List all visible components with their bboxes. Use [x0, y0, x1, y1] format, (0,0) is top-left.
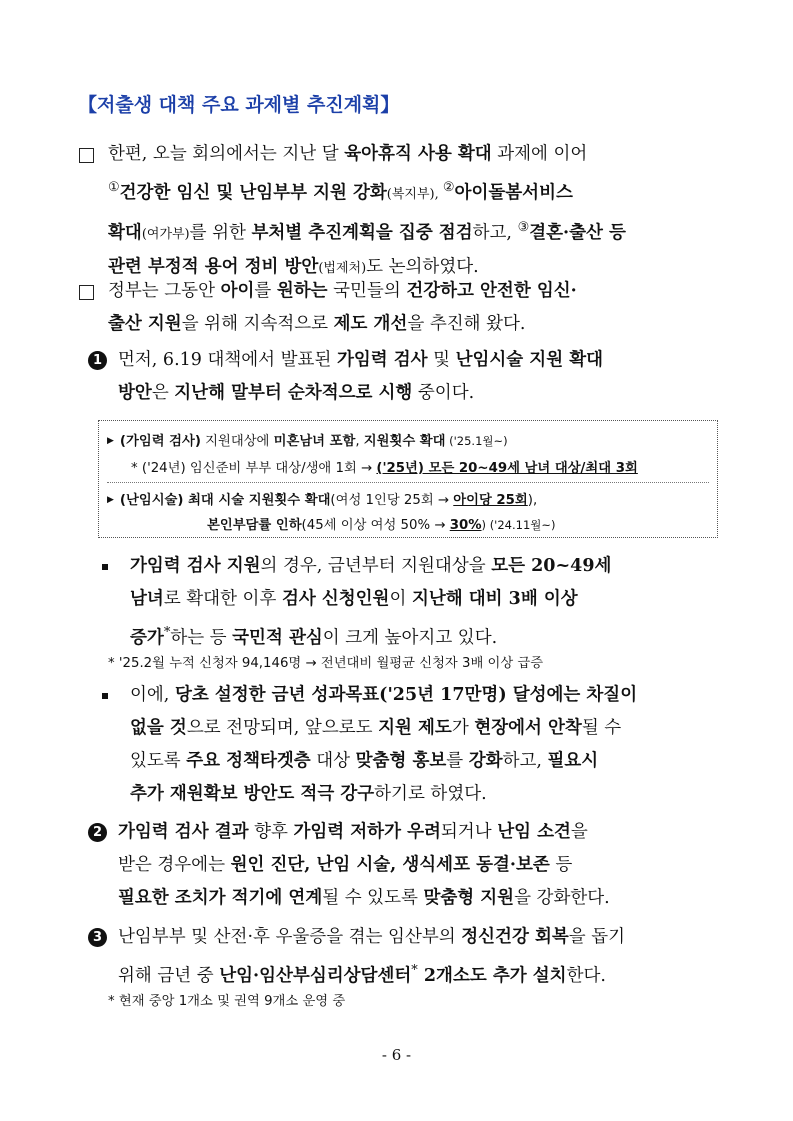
text: 등 — [549, 855, 573, 875]
emphasis: 국민적 관심 — [232, 627, 323, 648]
marker: ③ — [517, 219, 530, 235]
box-line — [207, 514, 556, 533]
emphasis: 2개소도 추가 설치 — [417, 965, 567, 986]
text-line — [118, 882, 716, 915]
emphasis: 출산 지원 — [108, 314, 182, 334]
marker: ① — [108, 180, 120, 195]
item-1 — [118, 344, 718, 410]
text: ('25.1월~) — [445, 434, 508, 448]
emphasis: 남녀 — [130, 589, 164, 609]
checkbox-symbol — [79, 285, 94, 300]
emphasis: 추가 재원확보 방안도 적극 강구 — [130, 784, 375, 804]
text: 먼저, 6.19 대책에서 발표된 — [118, 350, 337, 370]
bullet-fertility-test — [130, 550, 716, 655]
text: 과제에 이어 — [491, 144, 588, 164]
emphasis: 지난해 대비 3배 이상 — [411, 589, 578, 609]
text-line — [118, 954, 716, 993]
emphasis: 방안 — [118, 383, 152, 403]
text: (법제처) — [318, 260, 367, 276]
item-3 — [118, 921, 716, 993]
emphasis: 난임 소견 — [497, 822, 571, 842]
emphasis: 지원횟수 확대 — [363, 434, 446, 449]
text-line — [108, 308, 716, 341]
text-line — [108, 171, 716, 211]
emphasis: 확대 — [108, 222, 142, 243]
text: 가 — [451, 718, 475, 738]
text: (복지부), — [386, 186, 443, 202]
text: ) ('24.11월~) — [481, 518, 556, 532]
item-2 — [118, 816, 716, 915]
text-line — [118, 344, 718, 377]
emphasis: 30% — [449, 518, 482, 533]
square-bullet — [102, 564, 108, 570]
emphasis: 원하는 — [276, 281, 328, 301]
emphasis: 지난해 말부터 순차적으로 시행 — [174, 383, 413, 403]
emphasis: 난임시술 지원 확대 — [455, 350, 604, 370]
marker: * — [163, 625, 171, 640]
emphasis: 본인부담률 인하 — [207, 518, 302, 533]
emphasis: 아이당 25회 — [453, 493, 528, 508]
checkbox-symbol — [79, 148, 94, 163]
emphasis: 검사 신청인원 — [281, 589, 390, 609]
text-line — [130, 712, 716, 745]
text-line — [130, 550, 716, 583]
text: 지원대상에 — [200, 434, 274, 449]
emphasis: 모든 20~49세 — [491, 556, 612, 576]
emphasis: 증가 — [130, 627, 164, 648]
text-line — [130, 679, 716, 712]
text: 국민들의 — [327, 281, 407, 301]
emphasis: 관련 부정적 용어 정비 방안 — [108, 256, 319, 277]
text: 하고, — [472, 222, 518, 243]
text-line — [118, 921, 716, 954]
footnote-centers: * 현재 중앙 1개소 및 권역 9개소 운영 중 — [108, 994, 346, 1009]
text: 도 논의하였다. — [366, 256, 479, 277]
text: 중이다. — [412, 383, 475, 403]
text: 향후 — [248, 822, 294, 842]
text: 을 — [570, 822, 588, 842]
emphasis: 정신건강 회복 — [461, 927, 569, 947]
text: 를 위한 — [189, 222, 252, 243]
emphasis: 지원 제도 — [378, 718, 452, 738]
number-circle-1: 1 — [88, 351, 107, 370]
triangle-bullet-icon: ▶ — [107, 436, 114, 446]
emphasis: 필요한 조치가 적기에 연계 — [118, 888, 323, 908]
emphasis: 가임력 검사 지원 — [130, 556, 261, 576]
text: 하고, — [502, 751, 548, 771]
emphasis: 아이 — [220, 281, 255, 301]
text-line — [130, 778, 716, 811]
text: 받은 경우에는 — [118, 855, 231, 875]
emphasis: 없을 것 — [130, 718, 187, 738]
text: 으로 전망되며, 앞으로도 — [186, 718, 379, 738]
emphasis: (가임력 검사) — [119, 434, 201, 449]
square-bullet — [102, 693, 108, 699]
emphasis: 건강한 임신 및 난임부부 지원 강화 — [119, 182, 387, 203]
emphasis: (난임시술) 최대 시술 지원횟수 확대 — [119, 493, 331, 508]
text: 이 — [389, 589, 412, 609]
paragraph-policy — [108, 275, 716, 341]
emphasis: 가임력 검사 결과 — [118, 822, 249, 842]
box-line — [107, 489, 537, 508]
emphasis: 결혼·출산 등 — [529, 222, 626, 243]
emphasis: 건강하고 안전한 임신· — [406, 281, 577, 301]
text-line — [130, 745, 716, 778]
text: 한다. — [566, 965, 606, 986]
text: 하는 등 — [170, 627, 233, 648]
emphasis: 난임·임산부심리상담센터 — [219, 965, 412, 986]
section-heading: 【저출생 대책 주요 과제별 추진계획】 — [78, 94, 400, 116]
text: , — [355, 434, 364, 449]
emphasis: 강화 — [468, 751, 503, 771]
marker: ② — [442, 180, 455, 195]
emphasis: 필요시 — [547, 751, 599, 771]
text: (여가부) — [141, 226, 190, 242]
text-line — [118, 816, 716, 849]
text-line — [130, 616, 716, 655]
box-line — [131, 457, 638, 476]
number-circle-3: 3 — [88, 928, 107, 947]
paragraph-meeting — [108, 138, 716, 285]
emphasis: 맞춤형 지원 — [423, 888, 515, 908]
text: ), — [527, 493, 538, 508]
text-line — [118, 849, 716, 882]
bullet-target — [130, 679, 716, 811]
emphasis: 현장에서 안착 — [474, 718, 582, 738]
text: 정부는 그동안 — [108, 281, 221, 301]
emphasis: 미혼남녀 포함 — [273, 434, 356, 449]
emphasis: 가임력 검사 — [336, 350, 428, 370]
text: 이에, — [130, 685, 175, 705]
emphasis: 육아휴직 사용 확대 — [344, 144, 492, 164]
emphasis: 가임력 저하가 우려 — [293, 822, 441, 842]
text: 되거나 — [440, 822, 498, 842]
text: 를 — [254, 281, 277, 301]
page-number: - 6 - — [381, 1046, 412, 1064]
text: 하기로 하였다. — [374, 784, 487, 804]
text: 및 — [427, 350, 456, 370]
divider — [107, 482, 709, 483]
text: 있도록 — [130, 751, 187, 771]
text-line — [108, 275, 716, 308]
text: 를 — [446, 751, 469, 771]
text: (여성 1인당 25회 → — [330, 493, 454, 508]
emphasis: 주요 정책타겟층 — [186, 751, 311, 771]
text: 을 위해 지속적으로 — [181, 314, 334, 334]
box-line — [107, 430, 508, 449]
text: (45세 이상 여성 50% → — [301, 518, 450, 533]
text-line — [108, 138, 716, 171]
emphasis: 제도 개선 — [333, 314, 408, 334]
text-line — [130, 583, 716, 616]
text: 을 돕기 — [568, 927, 626, 947]
text-line — [118, 377, 718, 410]
text-line — [108, 211, 716, 251]
emphasis: 원인 진단, 난임 시술, 생식세포 동결·보존 — [230, 855, 550, 875]
text: 난임부부 및 산전·후 우울증을 겪는 임산부의 — [118, 927, 462, 947]
text: 의 경우, 금년부터 지원대상을 — [260, 556, 492, 576]
emphasis: 부처별 추진계획을 집중 점검 — [251, 222, 473, 243]
emphasis: ('25년) 모든 20~49세 남녀 대상/최대 3회 — [376, 461, 638, 476]
emphasis: 맞춤형 홍보 — [355, 751, 447, 771]
number-circle-2: 2 — [88, 823, 107, 842]
text: 을 추진해 왔다. — [407, 314, 526, 334]
emphasis: 아이돌봄서비스 — [454, 182, 573, 203]
text: 대상 — [310, 751, 356, 771]
emphasis: 당초 설정한 금년 성과목표('25년 17만명) 달성에는 차질이 — [174, 685, 638, 705]
text: 은 — [151, 383, 175, 403]
text: 이 크게 높아지고 있다. — [322, 627, 498, 648]
text: 한편, 오늘 회의에서는 지난 달 — [108, 144, 345, 164]
text: 을 강화한다. — [514, 888, 610, 908]
marker: * — [411, 963, 418, 978]
info-box — [98, 420, 718, 538]
text: 로 확대한 이후 — [163, 589, 282, 609]
text: 될 수 있도록 — [322, 888, 424, 908]
text: * ('24년) 임신준비 부부 대상/생애 1회 → — [131, 461, 377, 476]
text: 위해 금년 중 — [118, 965, 220, 986]
text: 될 수 — [581, 718, 622, 738]
footnote-applicants: * '25.2월 누적 신청자 94,146명 → 전년대비 월평균 신청자 3배 이상 급증 — [108, 656, 544, 671]
triangle-bullet-icon: ▶ — [107, 495, 114, 505]
